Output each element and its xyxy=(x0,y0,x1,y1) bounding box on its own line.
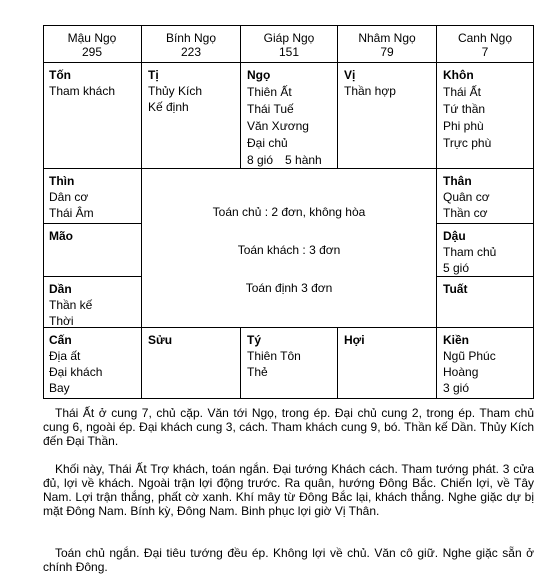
center-line: Toán định 3 đơn xyxy=(245,281,333,295)
palace-vi xyxy=(338,63,437,169)
palace-thin xyxy=(43,169,142,224)
palace-line: Thái Âm xyxy=(49,206,94,220)
palace-line: 5 hành xyxy=(285,153,322,167)
palace-line-pair xyxy=(247,152,331,169)
palace-line: Thần kế xyxy=(49,298,93,312)
header-cell xyxy=(437,25,534,63)
palace-kien xyxy=(437,328,534,399)
palace-ty xyxy=(241,328,338,399)
palace-line: Văn Xương xyxy=(247,119,309,133)
paragraph: Khối này, Thái Ất Trợ khách, toán ngắn. Đại tướng Khách cách. Tham tướng phát. 3 cửa đủ, lợi về khách. Ngoài trận lợi động trước. Ra quân, hướng Đông Bắc. Chiến lợi, về Tây Nam. Lợi trận thắng, phất cờ xanh. Khí mây từ Đông Bắc lại, khách thắng. Nghe giặc dự bị mặt Đông Nam. Bính kỳ, Đông Nam. Binh phục lợi giờ Vị Thân. xyxy=(43,462,534,518)
palace-title: Tuất xyxy=(443,282,468,296)
palace-line: Ngũ Phúc xyxy=(443,349,496,363)
palace-than xyxy=(437,169,534,224)
palace-dau xyxy=(437,224,534,277)
center-block xyxy=(142,169,437,328)
palace-title: Cấn xyxy=(49,333,72,347)
palace-title: Hợi xyxy=(344,333,365,347)
center-line: Toán khách : 3 đơn xyxy=(237,243,341,257)
palace-title: Tý xyxy=(247,333,262,347)
palace-line: Đại khách xyxy=(49,365,103,379)
header-cell xyxy=(338,25,437,63)
palace-title: Vị xyxy=(344,68,356,82)
palace-line: Dân cơ xyxy=(49,190,89,204)
palace-line: Kế định xyxy=(148,100,189,114)
palace-line: Thái Ất xyxy=(443,85,482,99)
palace-line: Quân cơ xyxy=(443,190,490,204)
palace-line: Thiên Ất xyxy=(247,85,292,99)
palace-line: Trực phù xyxy=(443,136,492,150)
palace-line: Phi phù xyxy=(443,119,484,133)
header-cell xyxy=(43,25,142,63)
palace-khon xyxy=(437,63,534,169)
header-cell xyxy=(241,25,338,63)
palace-title: Khôn xyxy=(443,68,474,82)
paragraph: Thái Ất ở cung 7, chủ cặp. Văn tới Ngọ, trong ép. Đại chủ cung 2, trong ép. Tham chủ cung 6, ngoài ép. Đại khách cung 3, cách. Tham khách cung 9, bó. Thần kế Dần. Thủy Kích đến Đại Thần. xyxy=(43,406,534,448)
palace-can xyxy=(43,328,142,399)
palace-title: Kiền xyxy=(443,333,470,347)
header-name: Nhâm Ngọ xyxy=(358,31,416,45)
palace-suu xyxy=(142,328,241,399)
palace-line: Thần cơ xyxy=(443,206,488,220)
header-name: Bính Ngọ xyxy=(165,31,217,45)
palace-title: Dần xyxy=(49,282,72,296)
palace-title: Thìn xyxy=(49,174,75,188)
header-value: 7 xyxy=(481,45,489,59)
palace-line: 8 gió xyxy=(247,153,274,167)
header-cell xyxy=(142,25,241,63)
palace-hoi xyxy=(338,328,437,399)
palace-line: Thần hợp xyxy=(344,84,396,98)
palace-line: Đại chủ xyxy=(247,136,288,150)
palace-line: 5 gió xyxy=(443,261,470,275)
header-name: Canh Ngọ xyxy=(457,31,513,45)
palace-title: Thân xyxy=(443,174,472,188)
palace-line: Tứ thần xyxy=(443,102,486,116)
header-value: 79 xyxy=(380,45,394,59)
palace-mao xyxy=(43,224,142,277)
palace-title: Ngọ xyxy=(247,68,271,82)
palace-tuat xyxy=(437,277,534,328)
palace-line: Bay xyxy=(49,381,70,395)
header-name: Mậu Ngọ xyxy=(67,31,117,45)
palace-line: Thủy Kích xyxy=(148,84,203,98)
paragraph: Toán chủ ngắn. Đại tiêu tướng đều ép. Không lợi về chủ. Văn cô giữ. Nghe giặc sẵn ở chính Đông. xyxy=(43,546,534,574)
palace-line: Hoàng xyxy=(443,365,479,379)
center-line: Toán chủ : 2 đơn, không hòa xyxy=(212,205,366,219)
palace-title: Tị xyxy=(148,68,159,82)
palace-line: 3 gió xyxy=(443,381,470,395)
palace-title: Dậu xyxy=(443,229,466,243)
header-value: 223 xyxy=(180,45,202,59)
palace-line: Thái Tuế xyxy=(247,102,294,116)
palace-title: Sửu xyxy=(148,333,173,347)
palace-title: Tốn xyxy=(49,68,71,82)
palace-dan xyxy=(43,277,142,328)
palace-line: Tham chủ xyxy=(443,245,497,259)
palace-line: Thẻ xyxy=(247,365,268,379)
palace-line: Địa ất xyxy=(49,349,81,363)
palace-ton xyxy=(43,63,142,169)
header-name: Giáp Ngọ xyxy=(263,31,315,45)
palace-table xyxy=(43,25,534,399)
palace-line: Thời xyxy=(49,314,74,328)
palace-title: Mão xyxy=(49,229,73,243)
palace-ti xyxy=(142,63,241,169)
palace-ngo xyxy=(241,63,338,169)
palace-line: Tham khách xyxy=(49,84,116,98)
header-value: 295 xyxy=(81,45,103,59)
palace-line: Thiên Tôn xyxy=(247,349,301,363)
header-value: 151 xyxy=(278,45,300,59)
